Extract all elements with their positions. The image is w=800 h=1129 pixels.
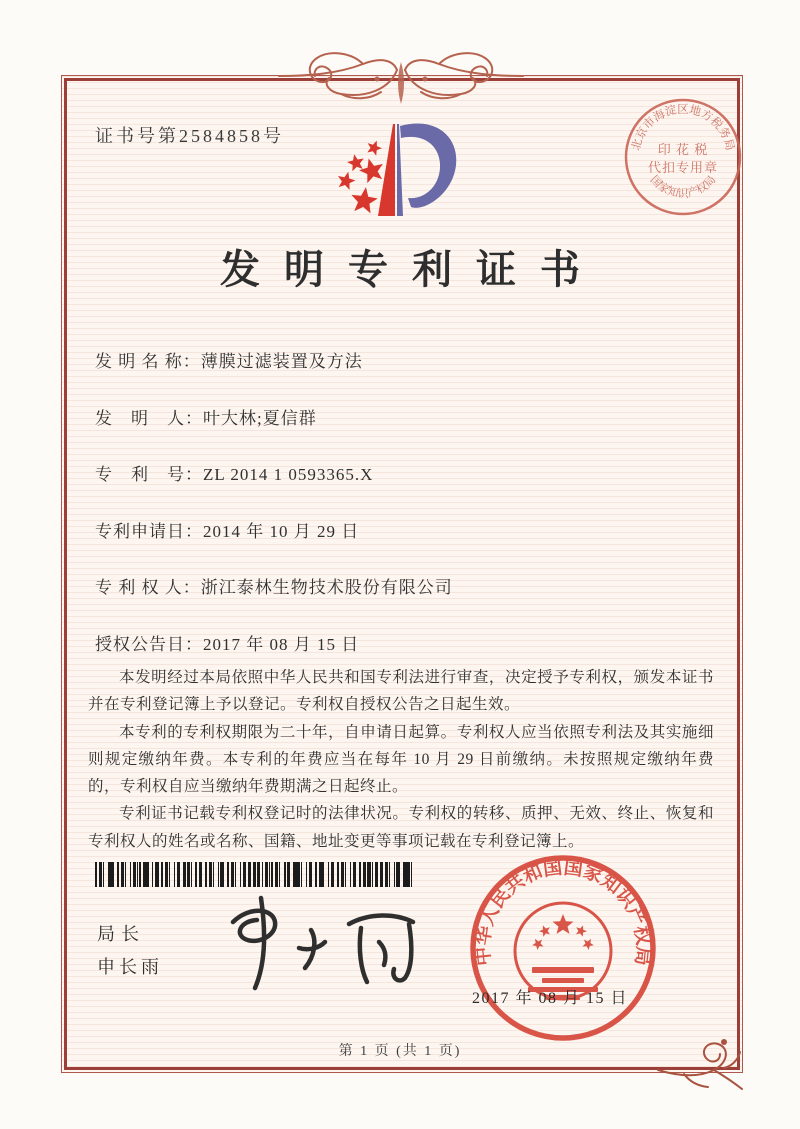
field-label: 授权公告日： [95,634,203,654]
field-patent-number [95,460,695,517]
certificate-title: 发明专利证书 [220,247,604,292]
director-title-label: 局长 [97,924,145,944]
top-center-scroll-ornament [277,46,525,110]
field-label: 发 明 名 称： [95,352,201,371]
svg-text:国家知识产权局 [648,173,719,200]
field-value: 2014 年 10 月 29 日 [203,521,360,541]
logo-triangle-red [378,124,395,216]
logo-triangle-blue [397,124,403,216]
legal-text [88,664,714,855]
certificate-fields [95,347,695,686]
stamp-arc-bottom-text: 国家知识产权局 [647,173,719,200]
svg-text:中华人民共和国国家知识产权局 [471,856,656,966]
field-value: 叶大林;夏信群 [203,408,317,428]
seal-date: 2017 年 08 月 15 日 [472,990,629,1007]
stamp-arc-top-text: 北京市海淀区地方税务局 [630,103,736,152]
field-invention-name [95,347,695,404]
field-label: 专 利 号： [95,465,203,484]
field-value: ZL 2014 1 0593365.X [203,465,374,484]
legal-paragraph-1: 本发明经过本局依照中华人民共和国专利法进行审查，决定授予专利权，颁发本证书并在专利登记簿上予以登记。专利权自授权公告之日起生效。 [88,669,714,714]
tax-stamp-seal [618,92,748,222]
page-number-footer: 第 1 页 (共 1 页) [338,1044,462,1059]
field-patentee [95,573,695,630]
director-signature [215,888,425,993]
field-label: 专利申请日： [95,521,203,541]
logo-stars [335,138,386,214]
stamp-center-line2: 代扣专用章 [647,160,719,175]
director-name: 申长雨 [97,957,163,977]
field-label: 发 明 人： [95,408,203,428]
field-value: 浙江泰林生物技术股份有限公司 [200,578,453,597]
legal-paragraph-3: 专利证书记载专利权登记时的法律状况。专利权的转移、质押、无效、终止、恢复和专利权人的姓名或名称、国籍、地址变更等事项记载在专利登记簿上。 [88,805,714,850]
logo-p-bowl [400,123,456,207]
certificate-number: 证书号第2584858号 [95,126,284,146]
national-ip-office-seal [468,853,658,1043]
field-inventor [95,404,695,461]
legal-paragraph-2: 本专利的专利权期限为二十年，自申请日起算。专利权人应当依照专利法及其实施细则规定缴纳年费。本专利的年费应当在每年 10 月 29 日前缴纳。未按照规定缴纳年费的，专利权自应当缴纳年费期满之日起终止。 [88,723,714,796]
field-value: 2017 年 08 月 15 日 [203,634,360,654]
barcode [95,862,415,887]
seal-ring-text: 中华人民共和国国家知识产权局 [472,857,654,967]
field-application-date [95,517,695,574]
patent-office-logo [322,104,494,234]
stamp-center-line1: 印 花 税 [657,142,709,157]
field-label: 专 利 权 人： [95,578,201,597]
field-value: 薄膜过滤装置及方法 [200,352,363,371]
